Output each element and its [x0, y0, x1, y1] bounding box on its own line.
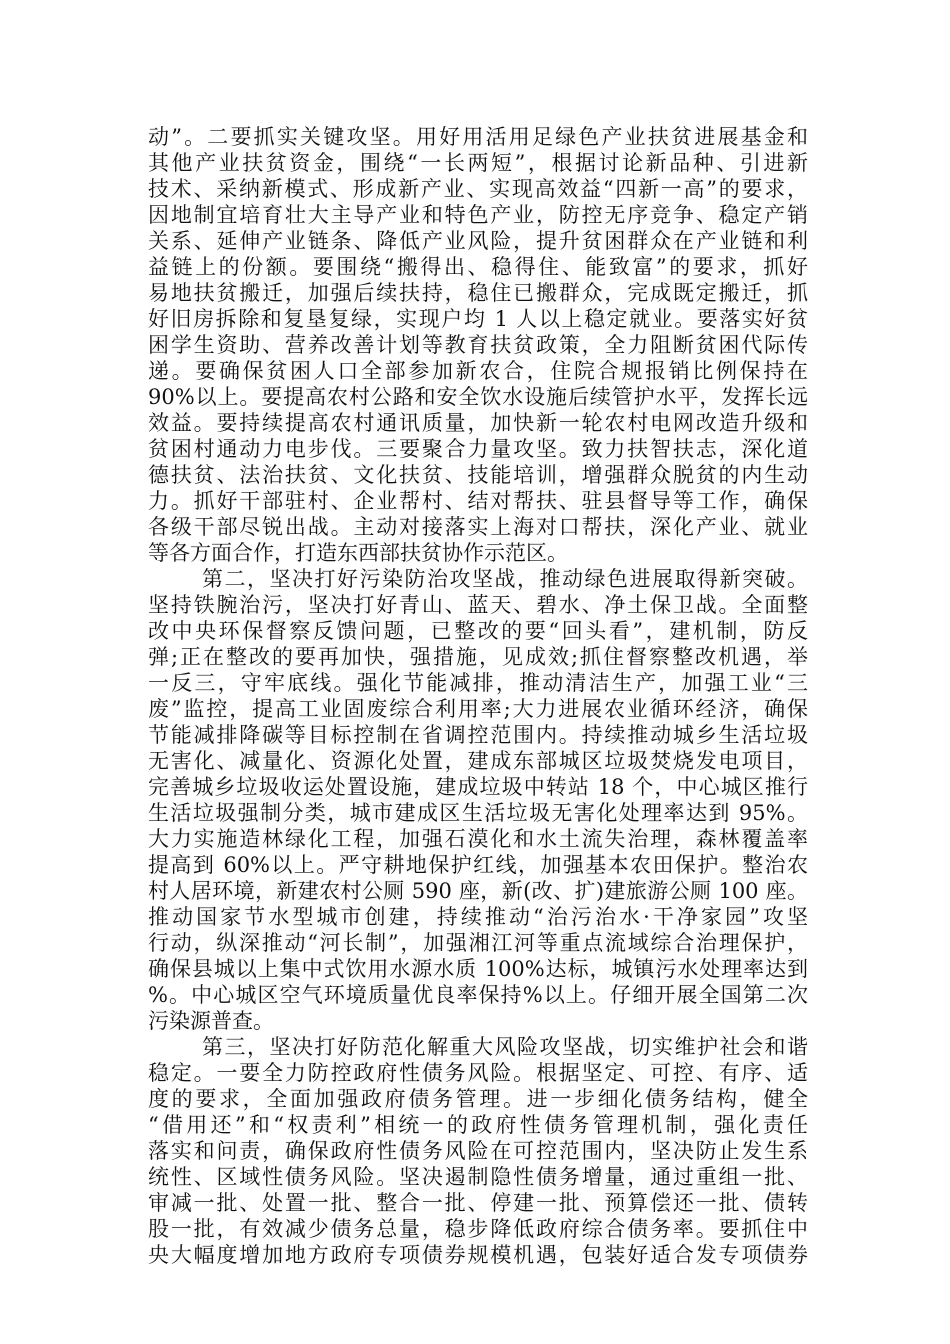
text-line: 第三，坚决打好防范化解重大风险攻坚战，切实维护社会和谐 — [202, 1035, 808, 1059]
text-line: “借用还”和“权责利”相统一的政府性债务管理机制，强化责任 — [148, 1113, 808, 1137]
text-line: 推动国家节水型城市创建，持续推动“治污治水·干净家园”攻坚 — [148, 905, 808, 929]
text-line: 大力实施造林绿化工程，加强石漠化和水土流失治理，森林覆盖率 — [148, 827, 808, 851]
text-line: 坚持铁腕治污，坚决打好青山、蓝天、碧水、净土保卫战。全面整 — [148, 593, 808, 617]
text-line: 完善城乡垃圾收运处置设施，建成垃圾中转站 18 个，中心城区推行 — [148, 775, 808, 799]
text-line: 各级干部尽锐出战。主动对接落实上海对口帮扶，深化产业、就业 — [148, 515, 808, 539]
text-line: 贫困村通动力电步伐。三要聚合力量攻坚。致力扶智扶志，深化道 — [148, 437, 808, 461]
text-line: %。中心城区空气环境质量优良率保持%以上。仔细开展全国第二次 — [148, 983, 808, 1007]
text-line: 关系、延伸产业链条、降低产业风险，提升贫困群众在产业链和利 — [148, 229, 808, 253]
text-line: 稳定。一要全力防控政府性债务风险。根据坚定、可控、有序、适 — [148, 1061, 808, 1085]
text-line: 一反三，守牢底线。强化节能减排，推动清洁生产，加强工业“三 — [148, 671, 808, 695]
document-page — [148, 124, 808, 1268]
text-line: 第二，坚决打好污染防治攻坚战，推动绿色进展取得新突破。 — [202, 567, 808, 591]
text-line: 等各方面合作，打造东西部扶贫协作示范区。 — [148, 541, 568, 565]
text-line: 效益。要持续提高农村通讯质量，加快新一轮农村电网改造升级和 — [148, 411, 808, 435]
text-line: 好旧房拆除和复垦复绿，实现户均 1 人以上稳定就业。要落实好贫 — [148, 307, 808, 331]
text-line: 无害化、减量化、资源化处置，建成东部城区垃圾焚烧发电项目， — [148, 749, 808, 773]
text-line: 村人居环境，新建农村公厕 590 座，新(改、扩)建旅游公厕 100 座。 — [148, 879, 808, 903]
text-line: 因地制宜培育壮大主导产业和特色产业，防控无序竞争、稳定产销 — [148, 203, 808, 227]
text-line: 节能减排降碳等目标控制在省调控范围内。持续推动城乡生活垃圾 — [148, 723, 808, 747]
text-line: 递。要确保贫困人口全部参加新农合，住院合规报销比例保持在 — [148, 359, 808, 383]
paragraph-1 — [148, 124, 808, 566]
text-line: 生活垃圾强制分类，城市建成区生活垃圾无害化处理率达到 95%。 — [148, 801, 808, 825]
text-line: 统性、区域性债务风险。坚决遏制隐性债务增量，通过重组一批、 — [148, 1165, 808, 1189]
text-line: 度的要求，全面加强政府债务管理。进一步细化债务结构，健全 — [148, 1087, 808, 1111]
text-line: 弹;正在整改的要再加快，强措施，见成效;抓住督察整改机遇，举 — [148, 645, 808, 669]
paragraph-3 — [148, 1034, 808, 1268]
text-line: 提高到 60%以上。严守耕地保护红线，加强基本农田保护。整治农 — [148, 853, 808, 877]
text-line: 央大幅度增加地方政府专项债券规模机遇，包装好适合发专项债券 — [148, 1243, 808, 1267]
text-line: 废”监控，提高工业固废综合利用率;大力进展农业循环经济，确保 — [148, 697, 808, 721]
paragraph-2 — [148, 566, 808, 1034]
text-line: 落实和问责，确保政府性债务风险在可控范围内，坚决防止发生系 — [148, 1139, 808, 1163]
text-line: 易地扶贫搬迁，加强后续扶持，稳住已搬群众，完成既定搬迁，抓 — [148, 281, 808, 305]
text-line: 审减一批、处置一批、整合一批、停建一批、预算偿还一批、债转 — [148, 1191, 808, 1215]
text-line: 其他产业扶贫资金，围绕“一长两短”，根据讨论新品种、引进新 — [148, 151, 808, 175]
text-line: 力。抓好干部驻村、企业帮村、结对帮扶、驻县督导等工作，确保 — [148, 489, 808, 513]
text-line: 确保县城以上集中式饮用水源水质 100%达标，城镇污水处理率达到 — [148, 957, 808, 981]
text-line: 污染源普查。 — [148, 1009, 274, 1033]
text-line: 行动，纵深推动“河长制”，加强湘江河等重点流域综合治理保护， — [148, 931, 808, 955]
text-line: 益链上的份额。要围绕“搬得出、稳得住、能致富”的要求，抓好 — [148, 255, 808, 279]
text-line: 困学生资助、营养改善计划等教育扶贫政策，全力阻断贫困代际传 — [148, 333, 808, 357]
text-line: 技术、采纳新模式、形成新产业、实现高效益“四新一高”的要求， — [148, 177, 808, 201]
text-line: 股一批，有效减少债务总量，稳步降低政府综合债务率。要抓住中 — [148, 1217, 808, 1241]
text-line: 改中央环保督察反馈问题，已整改的要“回头看”，建机制，防反 — [148, 619, 808, 643]
text-line: 德扶贫、法治扶贫、文化扶贫、技能培训，增强群众脱贫的内生动 — [148, 463, 808, 487]
text-line: 90%以上。要提高农村公路和安全饮水设施后续管护水平，发挥长远 — [148, 385, 808, 409]
text-line: 动”。二要抓实关键攻坚。用好用活用足绿色产业扶贫进展基金和 — [148, 125, 808, 149]
